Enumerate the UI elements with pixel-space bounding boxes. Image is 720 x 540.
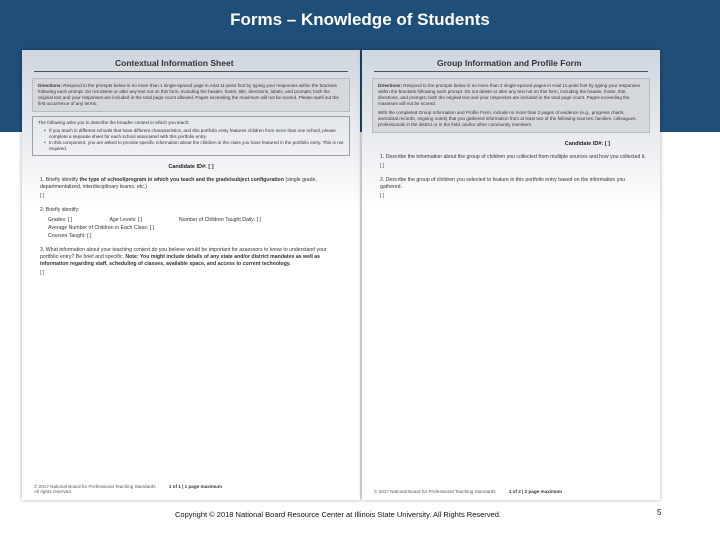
- answer-field[interactable]: [ ]: [40, 270, 45, 276]
- group-information-profile-form: [362, 50, 660, 500]
- form-title: Group Information and Profile Form: [437, 58, 582, 68]
- question-2: 2. Describe the group of children you selected to feature in this portfolio entry based on the information you gathered. [ ]: [380, 177, 646, 200]
- slide-copyright: Copyright © 2018 National Board Resource Center at Illinois State University. All Rights Reserved.: [175, 510, 501, 519]
- title-rule: [374, 71, 648, 72]
- average-children-field[interactable]: Average Number of Children in Each Class: [ ]: [48, 225, 155, 231]
- footer-page-count: 1 of 2 | 2 page maximum: [508, 489, 562, 494]
- context-bullets: [44, 128, 344, 152]
- footer-copyright: © 2017 National Board for Professional Teaching Standards: [374, 489, 496, 494]
- context-bullet: • If you teach in different schools that have different characteristics, and this portfolio entry features children from more than one school, please complete a separate sheet for each school associated with this portfolio entry.: [44, 128, 344, 140]
- context-bullet: • In this component, you are asked to provide specific information about the children in the class you have featured in the portfolio entry. This is not required.: [44, 140, 344, 152]
- title-rule: [34, 71, 348, 72]
- answer-field[interactable]: [ ]: [40, 193, 45, 199]
- courses-taught-field[interactable]: Courses Taught: [ ]: [48, 233, 92, 239]
- directions-label: Directions:: [378, 83, 402, 88]
- answer-field[interactable]: [ ]: [380, 193, 385, 199]
- context-box: [32, 116, 350, 156]
- answer-field[interactable]: [ ]: [380, 163, 385, 169]
- directions-label: Directions:: [38, 83, 62, 88]
- form-footer: [374, 489, 648, 494]
- directions-box: [32, 78, 350, 112]
- contextual-information-sheet: [22, 50, 360, 500]
- candidate-id: Candidate ID#: [ ]: [564, 141, 610, 147]
- form-footer: [34, 484, 348, 494]
- children-taught-field[interactable]: Number of Children Taught Daily: [ ]: [178, 217, 261, 223]
- question-2: 2. Briefly identify:: [40, 207, 80, 213]
- question-3: 3. What information about your teaching context do you believe would be important for assessors to know to understand your portfolio entry? Be brief and specific. Note: You might include details of any state and/or district mandates as well as information regarding staff, scheduling of classes, available space, and access to current technology. [ ]: [40, 247, 346, 277]
- directions-box: [372, 78, 650, 133]
- footer-page-count: 1 of 1 | 1 page maximum: [168, 484, 222, 489]
- context-intro: The following asks you to describe the broader context in which you teach:: [38, 120, 190, 125]
- candidate-id: Candidate ID#: [ ]: [168, 164, 214, 170]
- directions-text: Respond to the prompts below in no more than 2 single-spaced pages in Arial 11-point font by typing your responses within the brackets following each prompt. Do not delete or alter any text not on this form, including the header, footer, title, directions, and prompts; both the original text and your responses are included in the total page count. Pages exceeding the maximum will not be scored.: [378, 83, 640, 106]
- age-levels-field[interactable]: Age Levels: [ ]: [109, 217, 143, 223]
- grade-fields: [48, 216, 346, 240]
- footer-rights: All rights reserved.: [34, 489, 73, 494]
- directions-text: Respond to the prompts below in no more than 1 single-spaced page in Arial 11-point font by typing your responses within the brackets following each prompt. Do not delete or alter any text not on this form, including the header, footer, title, directions, labels, and prompts; both the original text and your responses are included in the total page count allowed. Pages exceeding the maximum will not be scored. Please spell out the first occurrence of any terms.: [38, 83, 339, 106]
- evidence-note: With the completed Group Information and Profile Form, include no more than 2 pages of evidence (e.g., progress charts, anecdotal records, ongoing notes) that you gathered information from at least two of the following sources: families, colleagues, professionals in the district or in the field, and/or other community members.: [378, 110, 637, 127]
- form-title: Contextual Information Sheet: [115, 58, 234, 68]
- grades-field[interactable]: Grades: [ ]: [48, 217, 73, 223]
- slide-title: Forms – Knowledge of Students: [230, 10, 490, 29]
- question-1: 1. Describe the information about the group of children you collected from multiple sources and how you collected it. [ ]: [380, 154, 646, 169]
- slide-number: 5: [657, 508, 662, 517]
- question-1: 1. Briefly identify the type of school/program in which you teach and the grade/subject configuration (single grade, departmentalized, interdisciplinary teams, etc.) [ ]: [40, 177, 346, 200]
- footer-copyright: © 2017 National Board for Professional Teaching Standards: [34, 484, 156, 489]
